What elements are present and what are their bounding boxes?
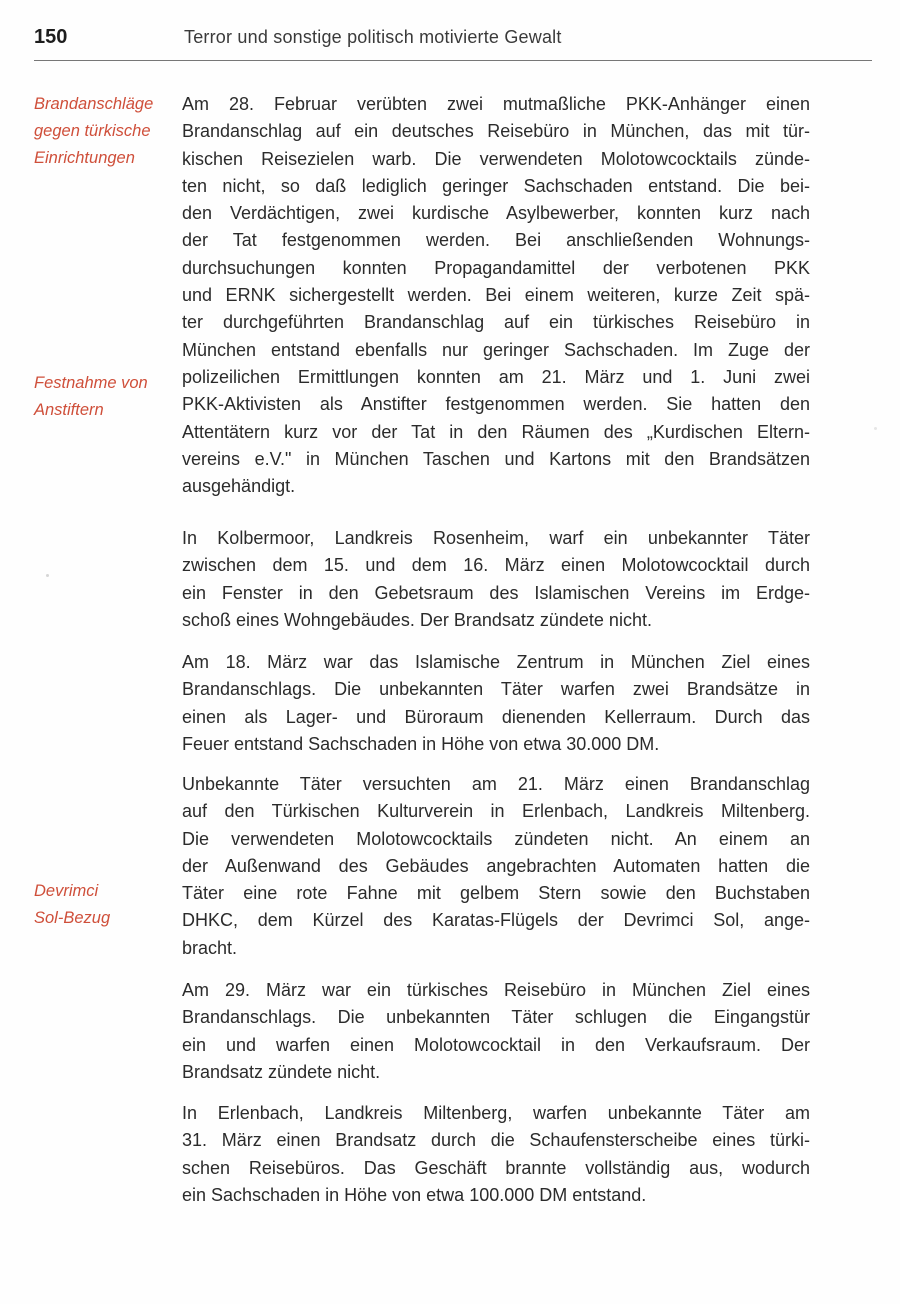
text-line: Brandanschlag auf ein deutsches Reisebüro in München, das mit tür- [182,121,810,142]
text-line: 31. März einen Brandsatz durch die Schaufensterscheibe eines türki- [182,1130,810,1151]
text-line: schen Reisebüros. Das Geschäft brannte vollständig aus, wodurch [182,1157,810,1178]
margin-note-line: Festnahme von [34,374,148,392]
text-line: schoß eines Wohngebäudes. Der Brandsatz zündete nicht. [182,609,652,630]
text-line: durchsuchungen konnten Propagandamittel der verbotenen PKK [182,257,810,278]
text-line: ein Fenster in den Gebetsraum des Islamischen Vereins im Erdge- [182,582,810,603]
margin-note-line: Einrichtungen [34,149,135,167]
page-header [34,26,872,58]
text-line: Unbekannte Täter versuchten am 21. März einen Brandanschlag [182,774,810,794]
margin-note-devrimci [34,878,174,932]
text-line: vereins e.V." in München Taschen und Kartons mit den Brandsätzen [182,448,810,469]
text-line: bracht. [182,937,238,958]
paragraph-6 [182,1100,810,1209]
text-line: und ERNK sichergestellt werden. Bei einem weiteren, kurze Zeit spä- [182,285,810,306]
margin-note-festnahme [34,370,174,424]
text-line: Die verwendeten Molotowcocktails zündeten nicht. An einem an [182,828,810,849]
text-line: ein Sachschaden in Höhe von etwa 100.000 DM entstand. [182,1184,647,1205]
text-line: ten nicht, so daß lediglich geringer Sachschaden entstand. Die bei- [182,175,810,196]
margin-note-line: gegen türkische [34,122,151,140]
text-line: Attentätern kurz vor der Tat in den Räumen des „Kurdischen Eltern- [182,421,810,442]
margin-note-line: Brandanschläge [34,95,154,113]
text-line: ein und warfen einen Molotowcocktail in den Verkaufsraum. Der [182,1034,810,1055]
text-line: Brandanschlags. Die unbekannten Täter warfen zwei Brandsätze in [182,679,810,700]
text-line: der Außenwand des Gebäudes angebrachten Automaten hatten die [182,855,810,876]
paragraph-2 [182,525,810,634]
text-line: In Kolbermoor, Landkreis Rosenheim, warf ein unbekannter Täter [182,528,810,548]
running-title: Terror und sonstige politisch motivierte Gewalt [184,27,562,47]
text-line: polizeilichen Ermittlungen konnten am 21. März und 1. Juni zwei [182,366,810,387]
text-line: In Erlenbach, Landkreis Miltenberg, warfen unbekannte Täter am [182,1103,810,1123]
text-line: Täter eine rote Fahne mit gelbem Stern sowie den Buchstaben [182,883,810,904]
margin-note-brandanschlaege [34,91,174,172]
paragraph-4 [182,771,810,962]
paragraph-3 [182,649,810,758]
text-line: ter durchgeführten Brandanschlag auf ein türkisches Reisebüro in [182,312,810,333]
page-number: 150 [34,26,68,48]
text-line: PKK-Aktivisten als Anstifter festgenommen werden. Sie hatten den [182,394,810,415]
text-line: Brandsatz zündete nicht. [182,1061,381,1082]
text-line: München entstand ebenfalls nur geringer Sachschaden. Im Zuge der [182,339,810,360]
text-line: Am 18. März war das Islamische Zentrum in München Ziel eines [182,652,810,672]
text-line: Brandanschlags. Die unbekannten Täter schlugen die Eingangstür [182,1007,810,1028]
paragraph-5 [182,977,810,1086]
text-line: Am 28. Februar verübten zwei mutmaßliche PKK-Anhänger einen [182,94,810,114]
text-line: Feuer entstand Sachschaden in Höhe von etwa 30.000 DM. [182,733,660,754]
scan-speck [874,427,877,430]
text-line: den Verdächtigen, zwei kurdische Asylbewerber, konnten kurz nach [182,203,810,224]
margin-note-line: Devrimci [34,882,99,900]
text-line: zwischen dem 15. und dem 16. März einen Molotowcocktail durch [182,555,810,576]
text-line: Am 29. März war ein türkisches Reisebüro in München Ziel eines [182,980,810,1000]
paragraph-1 [182,91,810,500]
margin-note-line: Sol-Bezug [34,909,111,927]
text-line: kischen Reisezielen warb. Die verwendeten Molotowcocktails zünde- [182,148,810,169]
text-line: einen als Lager- und Büroraum dienenden Kellerraum. Durch das [182,706,810,727]
margin-note-line: Anstiftern [34,401,104,419]
text-line: ausgehändigt. [182,476,296,497]
text-line: auf den Türkischen Kulturverein in Erlenbach, Landkreis Miltenberg. [182,801,810,822]
text-line: der Tat festgenommen werden. Bei anschließenden Wohnungs- [182,230,810,251]
scan-speck [46,574,49,577]
text-line: DHKC, dem Kürzel des Karatas-Flügels der Devrimci Sol, ange- [182,910,810,931]
header-rule [34,60,872,61]
